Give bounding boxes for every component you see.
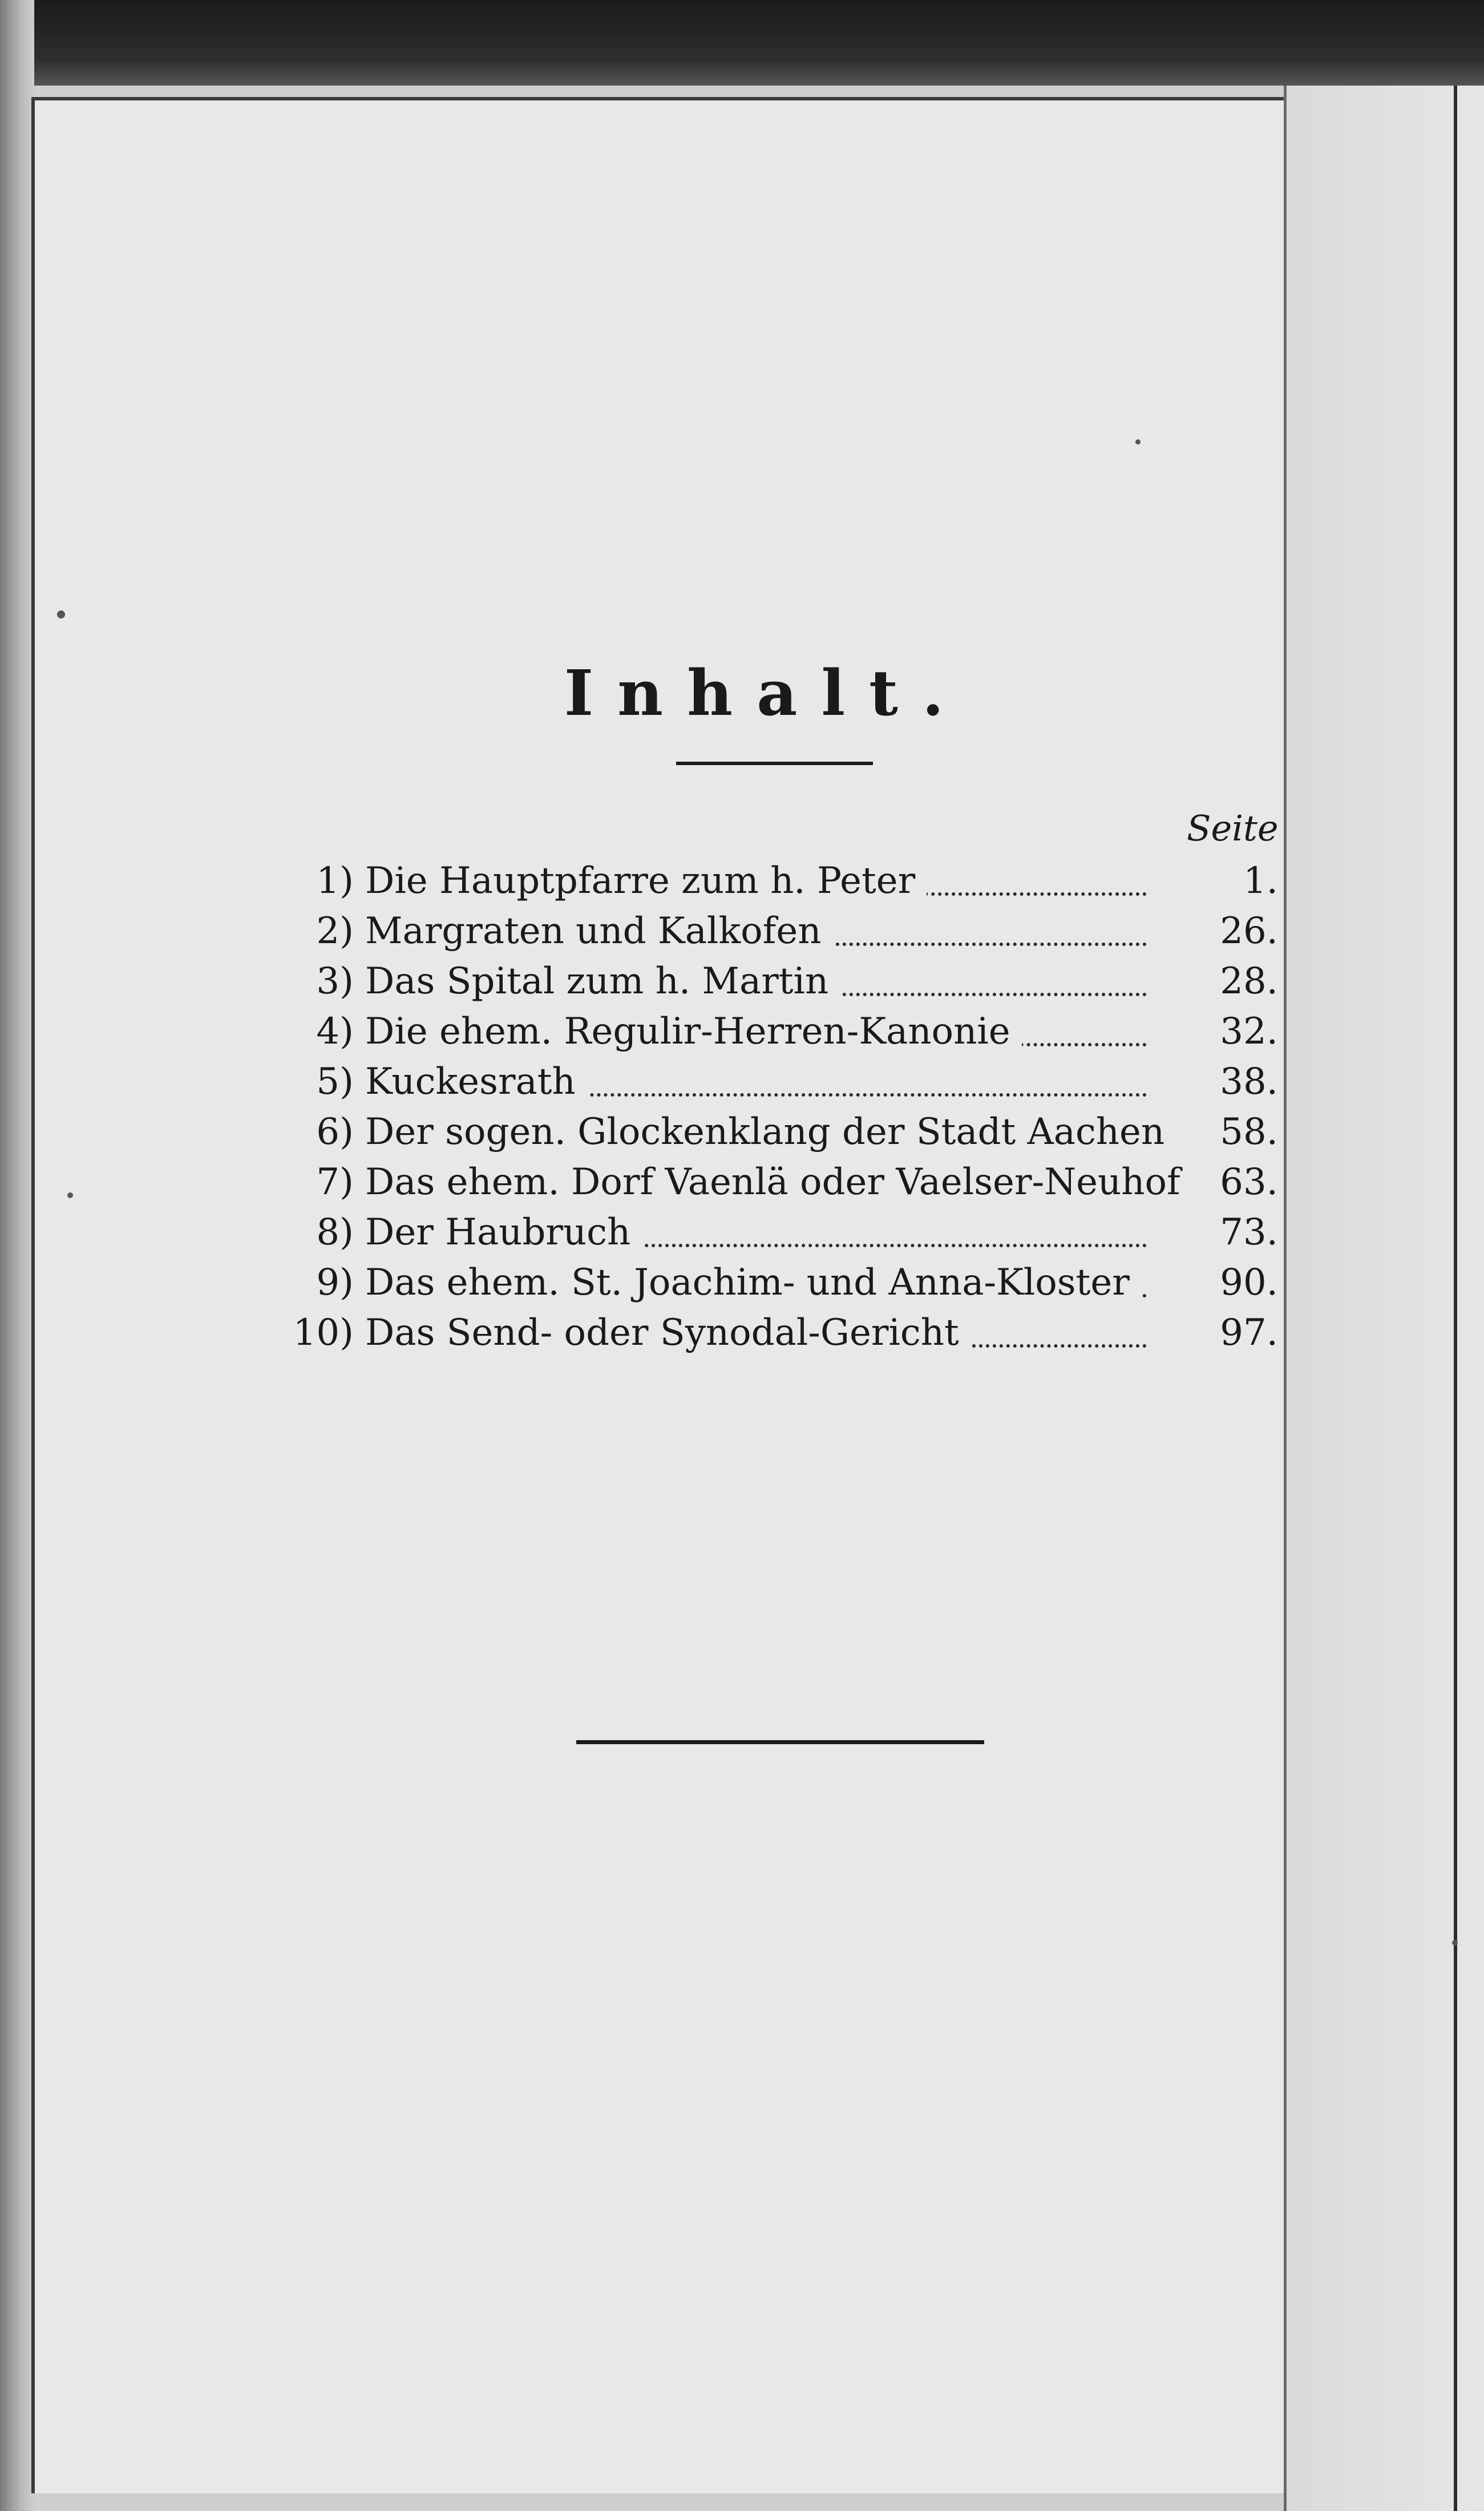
toc-title: Das Send- oder Synodal-Gericht bbox=[365, 1312, 971, 1354]
paper-speck bbox=[1452, 1940, 1458, 1946]
binding-strip bbox=[0, 0, 1484, 86]
table-of-contents bbox=[285, 856, 1295, 1358]
toc-number: 8) bbox=[316, 1211, 354, 1254]
toc-number: 5) bbox=[316, 1061, 354, 1103]
toc-number: 6) bbox=[316, 1111, 354, 1153]
toc-title: Der sogen. Glockenklang der Stadt Aachen bbox=[365, 1111, 1176, 1153]
toc-title: Das ehem. St. Joachim- und Anna-Kloster bbox=[365, 1261, 1141, 1304]
toc-entry bbox=[285, 1057, 1295, 1107]
paper-speck bbox=[67, 1192, 73, 1198]
closing-divider bbox=[576, 1740, 984, 1744]
toc-entry bbox=[285, 956, 1295, 1006]
toc-title: Das ehem. Dorf Vaenlä oder Vaelser-Neuhof bbox=[365, 1161, 1192, 1203]
toc-entry bbox=[285, 1207, 1295, 1257]
page-left-edge bbox=[0, 0, 34, 2511]
toc-entry bbox=[285, 1308, 1295, 1358]
toc-entry bbox=[285, 1006, 1295, 1057]
toc-number: 9) bbox=[316, 1261, 354, 1304]
toc-page-number: 26. bbox=[1220, 910, 1278, 952]
toc-number: 3) bbox=[316, 960, 354, 1002]
toc-page-number: 97. bbox=[1220, 1312, 1278, 1354]
toc-title: Die ehem. Regulir-Herren-Kanonie bbox=[365, 1010, 1022, 1053]
toc-number: 4) bbox=[316, 1010, 354, 1053]
toc-page-number: 58. bbox=[1220, 1111, 1278, 1153]
toc-page-number: 28. bbox=[1220, 960, 1278, 1002]
toc-number: 10) bbox=[293, 1312, 354, 1354]
title-divider bbox=[676, 762, 873, 765]
toc-entry bbox=[285, 1157, 1295, 1207]
toc-title: Die Hauptpfarre zum h. Peter bbox=[365, 860, 927, 902]
toc-entry bbox=[285, 1107, 1295, 1157]
toc-title: Kuckesrath bbox=[365, 1061, 587, 1103]
toc-page-number: 1. bbox=[1243, 860, 1278, 902]
paper-speck bbox=[57, 610, 65, 618]
toc-page-number: 38. bbox=[1220, 1061, 1278, 1103]
toc-title: Der Haubruch bbox=[365, 1211, 642, 1254]
page-column-header: Seite bbox=[1187, 807, 1279, 849]
toc-number: 1) bbox=[316, 860, 354, 902]
toc-page-number: 90. bbox=[1220, 1261, 1278, 1304]
toc-number: 7) bbox=[316, 1161, 354, 1203]
toc-entry bbox=[285, 1257, 1295, 1308]
fold-line bbox=[1454, 86, 1457, 2511]
page-title: Inhalt. bbox=[564, 656, 968, 730]
toc-page-number: 73. bbox=[1220, 1211, 1278, 1254]
toc-page-number: 63. bbox=[1220, 1161, 1278, 1203]
toc-entry bbox=[285, 856, 1295, 906]
toc-number: 2) bbox=[316, 910, 354, 952]
toc-entry bbox=[285, 906, 1295, 956]
toc-page-number: 32. bbox=[1220, 1010, 1278, 1053]
toc-title: Margraten und Kalkofen bbox=[365, 910, 832, 952]
paper-speck bbox=[1135, 439, 1141, 444]
toc-title: Das Spital zum h. Martin bbox=[365, 960, 840, 1002]
